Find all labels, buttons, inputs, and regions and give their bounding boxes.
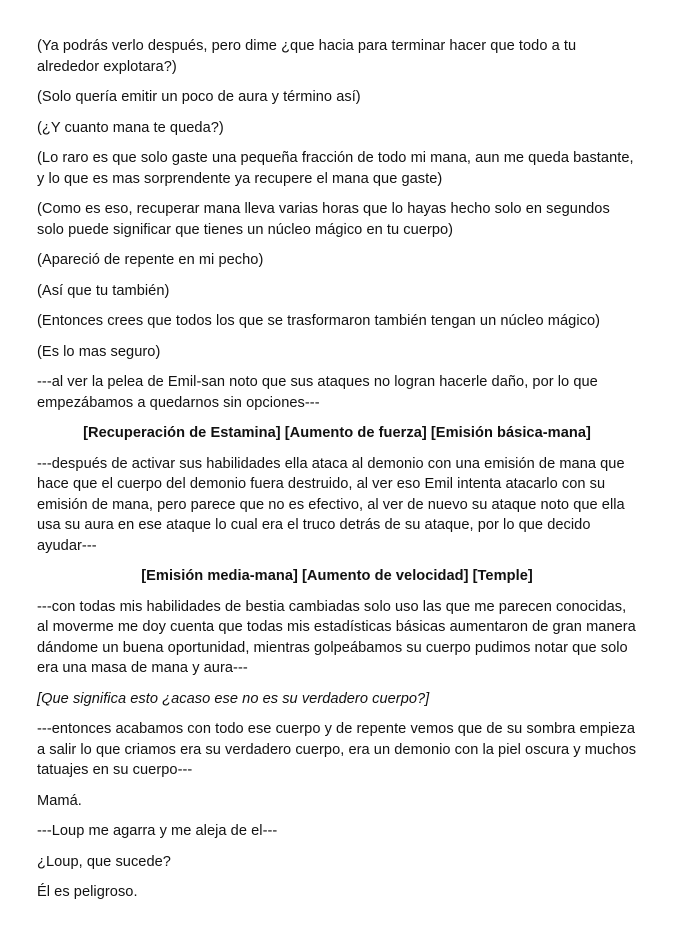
narration-paragraph: ---entonces acabamos con todo ese cuerpo y de repente vemos que de su sombra empieza a salir lo que criamos era su verdadero cuerpo, era un demonio con la piel oscura y muchos tatuajes en su cuerpo--- [37, 721, 637, 778]
skills-heading: [Recuperación de Estamina] [Aumento de fuerza] [Emisión básica-mana] [83, 425, 591, 441]
narration-paragraph: ---Loup me agarra y me aleja de el--- [37, 823, 278, 839]
dialogue-paragraph: (Apareció de repente en mi pecho) [37, 252, 264, 268]
dialogue-paragraph: ¿Loup, que sucede? [37, 853, 171, 870]
dialogue-paragraph: (Ya podrás verlo después, pero dime ¿que hacia para terminar hacer que todo a tu alrededor explotara?) [37, 38, 577, 75]
dialogue-paragraph: (Es lo mas seguro) [37, 343, 161, 360]
narration-paragraph: ---con todas mis habilidades de bestia cambiadas solo uso las que me parecen conocidas, al moverme me doy cuenta que todas mis estadísticas básicas aumentaron de gran manera dándome un buena oportunidad, mientras golpeábamos su cuerpo pudimos notar que solo era una masa de mana y aura--- [37, 598, 636, 676]
skills-heading: [Emisión media-mana] [Aumento de velocidad] [Temple] [141, 568, 533, 584]
dialogue-paragraph: (Como es eso, recuperar mana lleva varias horas que lo hayas hecho solo en segundos solo puede significar que tienes un núcleo mágico en tu cuerpo) [37, 201, 610, 238]
narration-paragraph: ---después de activar sus habilidades ella ataca al demonio con una emisión de mana que hace que el cuerpo del demonio fuera destruido, al ver eso Emil intenta atacarlo con su emisión de mana, pero parece que no es efectivo, al ver de nuevo su ataque noto que ella usa su aura en ese ataque lo cual era el truco detrás de su ataque, por lo que decido ayudar--- [37, 455, 625, 554]
dialogue-paragraph: (Lo raro es que solo gaste una pequeña fracción de todo mi mana, aun me queda bastante, y lo que es mas sorprendente ya recupere el mana que gaste) [37, 150, 634, 187]
dialogue-paragraph: Mamá. [37, 792, 82, 809]
dialogue-paragraph: (Solo quería emitir un poco de aura y término así) [37, 89, 361, 105]
narration-paragraph: ---al ver la pelea de Emil-san noto que sus ataques no logran hacerle daño, por lo que empezábamos a quedarnos sin opciones--- [37, 374, 598, 411]
thought-paragraph: [Que significa esto ¿acaso ese no es su verdadero cuerpo?] [37, 690, 430, 707]
dialogue-paragraph: (Así que tu también) [37, 282, 170, 299]
dialogue-paragraph: Él es peligroso. [37, 884, 138, 900]
dialogue-paragraph: (Entonces crees que todos los que se trasformaron también tengan un núcleo mágico) [37, 313, 601, 329]
dialogue-paragraph: (¿Y cuanto mana te queda?) [37, 119, 224, 136]
